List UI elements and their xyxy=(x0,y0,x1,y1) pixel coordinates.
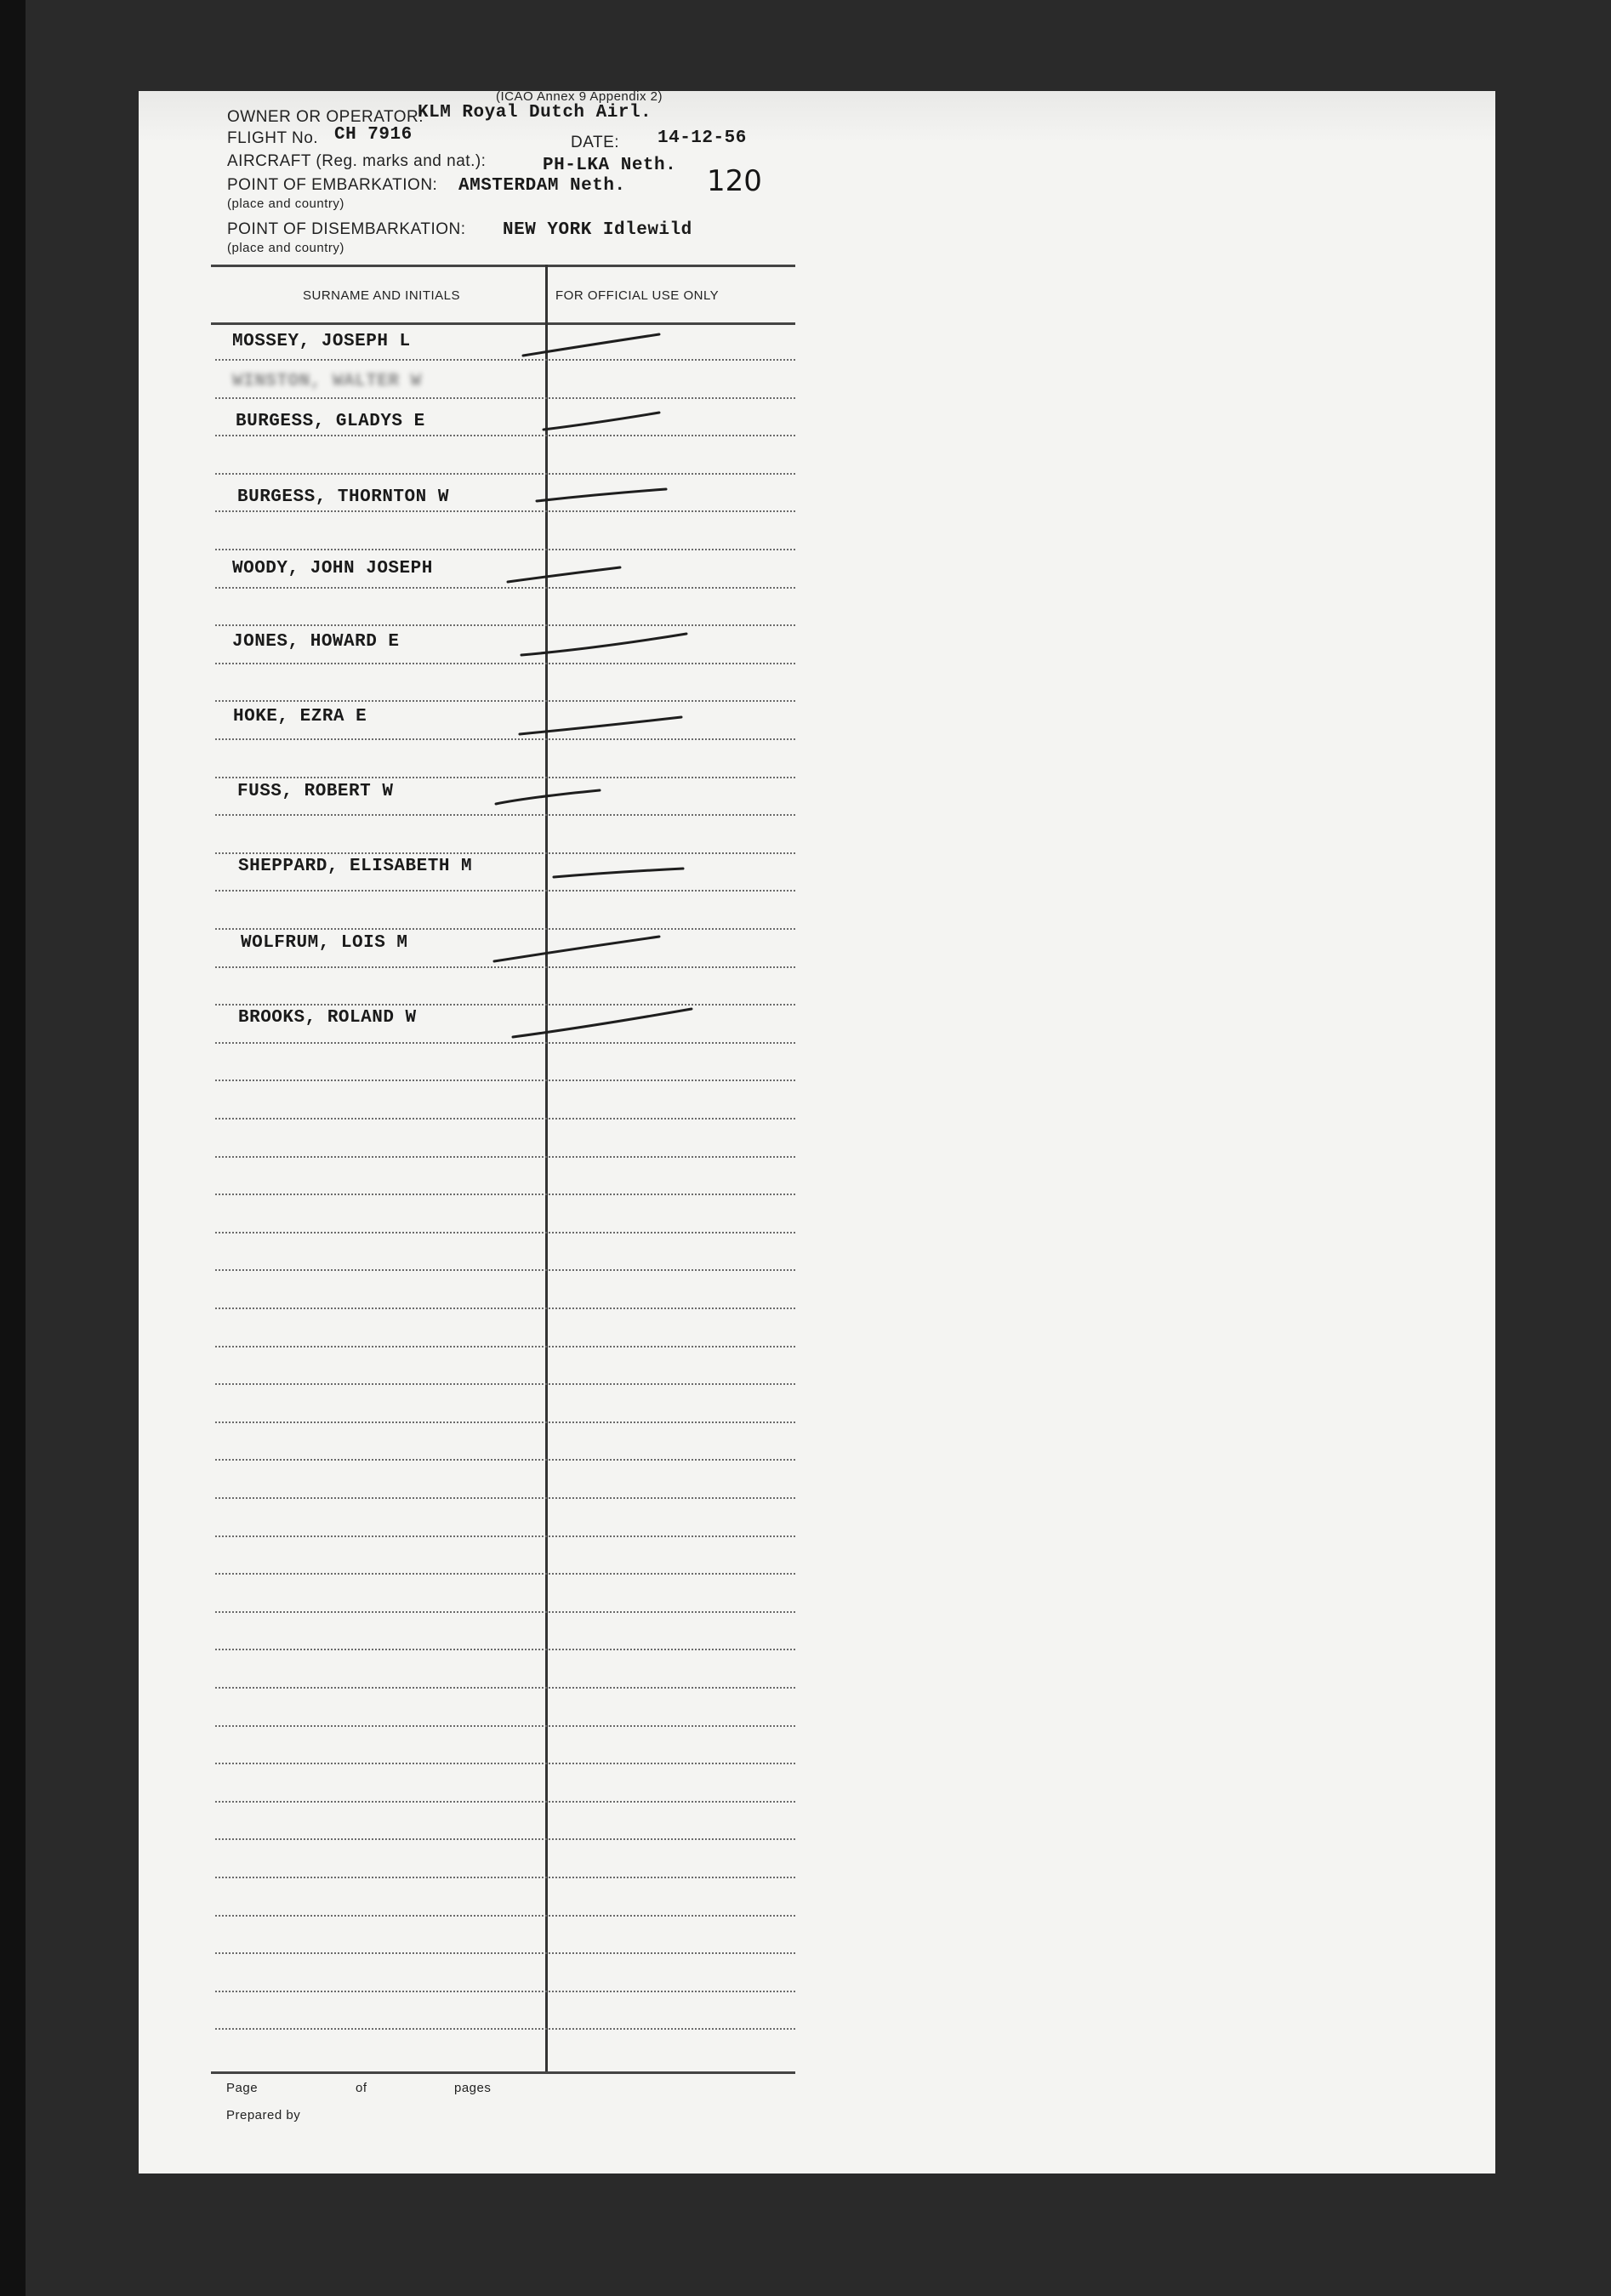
column-header-names: SURNAME AND INITIALS xyxy=(303,288,461,303)
passenger-name: MOSSEY, JOSEPH L xyxy=(232,332,411,351)
passenger-name: BROOKS, ROLAND W xyxy=(238,1008,417,1028)
owner-label: OWNER OR OPERATOR: xyxy=(227,108,424,126)
embarkation-label: POINT OF EMBARKATION: xyxy=(227,176,438,194)
flight-value: CH 7916 xyxy=(334,125,413,145)
disembarkation-value: NEW YORK Idlewild xyxy=(503,220,692,240)
official-check-marks xyxy=(139,91,1495,2174)
footer-page-label: Page xyxy=(226,2081,259,2095)
form-reference: (ICAO Annex 9 Appendix 2) xyxy=(496,89,663,104)
owner-value: KLM Royal Dutch Airl. xyxy=(418,103,652,122)
manifest-page xyxy=(139,91,1495,2174)
embarkation-sub: (place and country) xyxy=(227,197,344,211)
passenger-name: FUSS, ROBERT W xyxy=(237,782,394,801)
aircraft-value: PH-LKA Neth. xyxy=(543,156,677,175)
date-label: DATE: xyxy=(571,134,620,151)
aircraft-label: AIRCRAFT (Reg. marks and nat.): xyxy=(227,152,487,170)
passenger-name: WINSTON, WALTER W xyxy=(232,372,422,391)
footer-of-label: of xyxy=(356,2081,367,2095)
passenger-name: JONES, HOWARD E xyxy=(232,632,400,652)
table-bottom-rule xyxy=(211,2071,795,2074)
footer-pages-label: pages xyxy=(454,2081,492,2095)
embarkation-value: AMSTERDAM Neth. xyxy=(458,176,626,196)
passenger-name: BURGESS, THORNTON W xyxy=(237,487,449,507)
footer-prepared-label: Prepared by xyxy=(226,2108,301,2122)
page-number-stamp: 120 xyxy=(707,164,762,198)
disembarkation-sub: (place and country) xyxy=(227,241,344,255)
date-value: 14-12-56 xyxy=(657,128,747,148)
passenger-name: SHEPPARD, ELISABETH M xyxy=(238,857,473,876)
disembarkation-label: POINT OF DISEMBARKATION: xyxy=(227,220,466,238)
passenger-name: WOODY, JOHN JOSEPH xyxy=(232,559,433,578)
column-header-official: FOR OFFICIAL USE ONLY xyxy=(555,288,720,303)
flight-label: FLIGHT No. xyxy=(227,129,319,147)
scan-frame xyxy=(0,0,26,2296)
passenger-name: BURGESS, GLADYS E xyxy=(236,412,425,431)
passenger-name: WOLFRUM, LOIS M xyxy=(241,933,408,953)
passenger-name: HOKE, EZRA E xyxy=(233,707,367,726)
